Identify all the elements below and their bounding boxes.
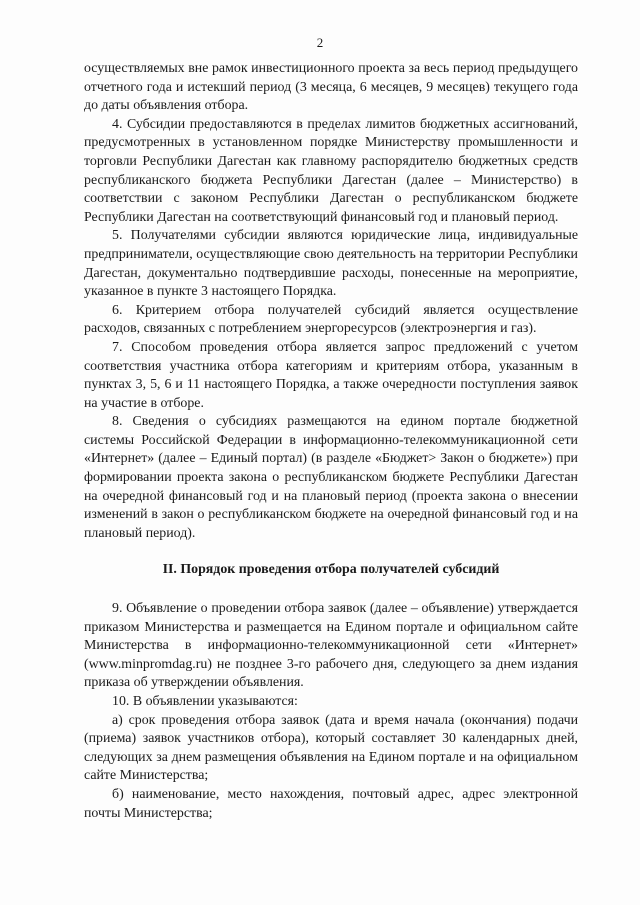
paragraph-7: 7. Способом проведения отбора является запрос предложений с учетом соответствия участника отбора категориям и критериям отбора, указанным в пунктах 3, 5, 6 и 11 настоящего Порядка, а также очередности поступления заявок на участие в отборе. [84,339,578,411]
paragraph-8: 8. Сведения о субсидиях размещаются на едином портале бюджетной системы Российской Федерации в информационно-телекоммуникационной сети «Интернет» (далее – Единый портал) (в разделе «Бюджет> Закон о бюджете») при формировании проекта закона о республиканском бюджете Республики Дагестан на очередной финансовый год и на плановый период (проекта закона о внесении изменений в закон о республиканском бюджете на очередной финансовый год и на плановый период). [84,414,578,541]
paragraph-4: 4. Субсидии предоставляются в пределах лимитов бюджетных ассигнований, предусмотренных в установленном порядке Министерству промышленности и торговли Республики Дагестан как главному распорядителю бюджетных средств республиканского бюджета Республики Дагестан (далее – Министерство) в соответствии с законом Республики Дагестан о республиканском бюджете Республики Дагестан на соответствующий финансовый год и плановый период. [84,116,578,225]
paragraph-6: 6. Критерием отбора получателей субсидий является осуществление расходов, связанных с потреблением энергоресурсов (электроэнергия и газ). [84,302,578,337]
paragraph-5: 5. Получателями субсидии являются юридические лица, индивидуальные предприниматели, осуществляющие свою деятельность на территории Республики Дагестан, документально подтвердившие расходы, понесенные на мероприятие, указанное в пункте 3 настоящего Порядка. [84,228,578,300]
document-body [84,60,578,823]
page-number: 2 [316,35,324,50]
paragraph-10-a: а) срок проведения отбора заявок (дата и время начала (окончания) подачи (приема) заявок участников отбора), который составляет 30 календарных дней, следующих за днем размещения объявления на Едином портале и на официальном сайте Министерства; [84,712,578,784]
section-heading: II. Порядок проведения отбора получателей субсидий [162,562,500,578]
paragraph-10-b: б) наименование, место нахождения, почтовый адрес, адрес электронной почты Министерства; [84,786,578,821]
paragraph-continuation: осуществляемых вне рамок инвестиционного проекта за весь период предыдущего отчетного года и истекший период (3 месяца, 6 месяцев, 9 месяцев) текущего года до даты объявления отбора. [84,61,578,114]
paragraph-10: 10. В объявлении указываются: [112,694,298,709]
paragraph-9: 9. Объявление о проведении отбора заявок (далее – объявление) утверждается приказом Министерства и размещается на Едином портале и официальном сайте Министерства в информационно-телекоммуникационной сети «Интернет» (www.minpromdag.ru) не позднее 3-го рабочего дня, следующего за днем издания приказа об утверждении объявления. [84,601,578,691]
